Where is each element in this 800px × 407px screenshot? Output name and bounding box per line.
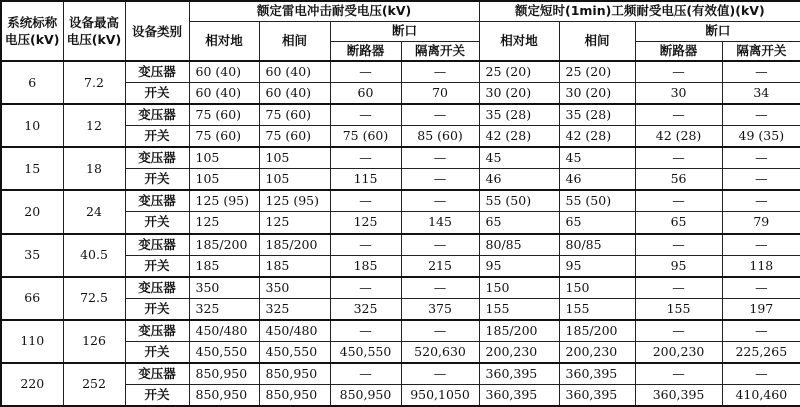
voltage-value-cell: 325: [330, 298, 401, 320]
voltage-value-cell: 75 (60): [330, 126, 401, 148]
voltage-value-cell: 65: [479, 212, 559, 234]
equipment-type-cell: 变压器: [125, 61, 189, 83]
voltage-value-cell: 185: [330, 255, 401, 277]
max-voltage-cell: 72.5: [63, 277, 125, 320]
voltage-value-cell: 49 (35): [722, 126, 800, 148]
table-row: [1, 363, 800, 385]
li-circuit-breaker-header: 断路器: [330, 41, 401, 61]
equipment-type-cell: 开关: [125, 298, 189, 320]
voltage-value-cell: 105: [259, 147, 330, 169]
voltage-value-cell: —: [401, 234, 479, 256]
voltage-value-cell: 75 (60): [259, 104, 330, 126]
voltage-value-cell: 105: [259, 169, 330, 191]
voltage-value-cell: —: [401, 104, 479, 126]
li-break-header: 断口: [330, 21, 479, 41]
voltage-value-cell: —: [401, 320, 479, 342]
voltage-value-cell: —: [330, 190, 401, 212]
table-row: [1, 147, 800, 169]
voltage-value-cell: 105: [189, 169, 259, 191]
voltage-value-cell: 60 (40): [189, 61, 259, 83]
voltage-value-cell: 520,630: [401, 341, 479, 363]
voltage-value-cell: 200,230: [479, 341, 559, 363]
equipment-type-cell: 开关: [125, 255, 189, 277]
voltage-value-cell: 360,395: [559, 384, 635, 406]
max-voltage-header: 设备最高电压(kV): [63, 1, 125, 61]
voltage-value-cell: —: [401, 147, 479, 169]
table-row: [1, 320, 800, 342]
equipment-type-cell: 开关: [125, 212, 189, 234]
lightning-impulse-header: 额定雷电冲击耐受电压(kV): [189, 1, 479, 21]
pf-disconnector-header: 隔离开关: [722, 41, 800, 61]
nominal-voltage-cell: 10: [1, 104, 63, 147]
voltage-value-cell: 25 (20): [559, 61, 635, 83]
voltage-value-cell: —: [722, 277, 800, 299]
table-row: [1, 104, 800, 126]
voltage-value-cell: 950,1050: [401, 384, 479, 406]
voltage-value-cell: 185: [259, 255, 330, 277]
max-voltage-cell: 40.5: [63, 234, 125, 277]
voltage-value-cell: 80/85: [559, 234, 635, 256]
power-frequency-header: 额定短时(1min)工频耐受电压(有效值)(kV): [479, 1, 800, 21]
voltage-value-cell: 60 (40): [259, 83, 330, 105]
voltage-value-cell: 55 (50): [479, 190, 559, 212]
voltage-value-cell: —: [635, 363, 722, 385]
voltage-value-cell: 118: [722, 255, 800, 277]
max-voltage-cell: 252: [63, 363, 125, 406]
table-row: [1, 190, 800, 212]
nominal-voltage-cell: 220: [1, 363, 63, 406]
equipment-type-cell: 变压器: [125, 147, 189, 169]
equipment-type-cell: 开关: [125, 83, 189, 105]
voltage-value-cell: 185/200: [479, 320, 559, 342]
voltage-value-cell: 450/480: [259, 320, 330, 342]
voltage-value-cell: —: [722, 147, 800, 169]
voltage-value-cell: 185/200: [189, 234, 259, 256]
voltage-value-cell: 30 (20): [479, 83, 559, 105]
voltage-value-cell: 85 (60): [401, 126, 479, 148]
max-voltage-cell: 18: [63, 147, 125, 190]
max-voltage-cell: 24: [63, 190, 125, 233]
voltage-value-cell: 60: [330, 83, 401, 105]
pf-circuit-breaker-header: 断路器: [635, 41, 722, 61]
voltage-value-cell: 30: [635, 83, 722, 105]
nominal-voltage-cell: 6: [1, 61, 63, 104]
max-voltage-cell: 126: [63, 320, 125, 363]
voltage-value-cell: 70: [401, 83, 479, 105]
voltage-value-cell: 115: [330, 169, 401, 191]
voltage-value-cell: 850,950: [189, 384, 259, 406]
nominal-voltage-cell: 20: [1, 190, 63, 233]
voltage-value-cell: —: [722, 363, 800, 385]
table-row: [1, 234, 800, 256]
voltage-value-cell: 185/200: [559, 320, 635, 342]
equipment-type-cell: 开关: [125, 384, 189, 406]
voltage-value-cell: 80/85: [479, 234, 559, 256]
voltage-value-cell: 185: [189, 255, 259, 277]
nominal-voltage-cell: 110: [1, 320, 63, 363]
voltage-value-cell: 225,265: [722, 341, 800, 363]
voltage-value-cell: 34: [722, 83, 800, 105]
equipment-type-cell: 变压器: [125, 104, 189, 126]
li-disconnector-header: 隔离开关: [401, 41, 479, 61]
nominal-voltage-cell: 15: [1, 147, 63, 190]
voltage-value-cell: 95: [479, 255, 559, 277]
equipment-type-cell: 变压器: [125, 277, 189, 299]
voltage-value-cell: 350: [259, 277, 330, 299]
voltage-value-cell: 360,395: [479, 363, 559, 385]
voltage-value-cell: 79: [722, 212, 800, 234]
equipment-type-cell: 变压器: [125, 363, 189, 385]
voltage-value-cell: —: [401, 363, 479, 385]
max-voltage-cell: 12: [63, 104, 125, 147]
equipment-type-cell: 变压器: [125, 320, 189, 342]
voltage-value-cell: —: [635, 147, 722, 169]
max-voltage-cell: 7.2: [63, 61, 125, 104]
voltage-value-cell: 125: [330, 212, 401, 234]
voltage-value-cell: 46: [479, 169, 559, 191]
voltage-value-cell: 850,950: [259, 363, 330, 385]
voltage-value-cell: 75 (60): [259, 126, 330, 148]
voltage-value-cell: 75 (60): [189, 104, 259, 126]
equipment-type-cell: 变压器: [125, 190, 189, 212]
voltage-value-cell: 75 (60): [189, 126, 259, 148]
voltage-value-cell: 42 (28): [635, 126, 722, 148]
voltage-value-cell: 200,230: [635, 341, 722, 363]
voltage-value-cell: 45: [559, 147, 635, 169]
voltage-value-cell: 105: [189, 147, 259, 169]
voltage-value-cell: 155: [479, 298, 559, 320]
li-phase-to-earth-header: 相对地: [189, 21, 259, 61]
nominal-voltage-cell: 35: [1, 234, 63, 277]
voltage-value-cell: 197: [722, 298, 800, 320]
voltage-value-cell: —: [635, 234, 722, 256]
pf-break-header: 断口: [635, 21, 800, 41]
voltage-value-cell: —: [401, 190, 479, 212]
voltage-value-cell: —: [401, 169, 479, 191]
pf-phase-to-phase-header: 相间: [559, 21, 635, 61]
voltage-value-cell: —: [401, 61, 479, 83]
voltage-value-cell: —: [635, 104, 722, 126]
voltage-value-cell: 125: [259, 212, 330, 234]
voltage-value-cell: —: [330, 234, 401, 256]
nominal-voltage-header: 系统标称电压(kV): [1, 1, 63, 61]
voltage-value-cell: 325: [259, 298, 330, 320]
voltage-value-cell: 25 (20): [479, 61, 559, 83]
voltage-value-cell: 145: [401, 212, 479, 234]
voltage-value-cell: 215: [401, 255, 479, 277]
voltage-value-cell: 360,395: [479, 384, 559, 406]
voltage-value-cell: —: [330, 363, 401, 385]
li-phase-to-phase-header: 相间: [259, 21, 330, 61]
voltage-value-cell: 450,550: [330, 341, 401, 363]
voltage-value-cell: 185/200: [259, 234, 330, 256]
equipment-type-cell: 变压器: [125, 234, 189, 256]
nominal-voltage-cell: 66: [1, 277, 63, 320]
voltage-value-cell: 35 (28): [479, 104, 559, 126]
equipment-type-cell: 开关: [125, 169, 189, 191]
pf-phase-to-earth-header: 相对地: [479, 21, 559, 61]
voltage-value-cell: —: [635, 190, 722, 212]
voltage-value-cell: 410,460: [722, 384, 800, 406]
voltage-value-cell: 46: [559, 169, 635, 191]
voltage-value-cell: 375: [401, 298, 479, 320]
voltage-value-cell: 150: [559, 277, 635, 299]
voltage-value-cell: —: [635, 61, 722, 83]
voltage-value-cell: 125: [189, 212, 259, 234]
voltage-value-cell: 850,950: [259, 384, 330, 406]
voltage-value-cell: —: [330, 61, 401, 83]
voltage-value-cell: —: [635, 277, 722, 299]
voltage-value-cell: 155: [559, 298, 635, 320]
voltage-value-cell: 450/480: [189, 320, 259, 342]
table-row: [1, 61, 800, 83]
voltage-value-cell: —: [330, 277, 401, 299]
equipment-type-cell: 开关: [125, 126, 189, 148]
voltage-value-cell: 350: [189, 277, 259, 299]
table-header: [1, 1, 800, 61]
voltage-value-cell: —: [722, 104, 800, 126]
table-body: [1, 61, 800, 406]
voltage-value-cell: 95: [559, 255, 635, 277]
voltage-value-cell: 55 (50): [559, 190, 635, 212]
voltage-value-cell: —: [722, 169, 800, 191]
voltage-value-cell: —: [401, 277, 479, 299]
voltage-value-cell: —: [722, 234, 800, 256]
voltage-value-cell: —: [722, 190, 800, 212]
voltage-value-cell: 42 (28): [479, 126, 559, 148]
equipment-type-header: 设备类别: [125, 1, 189, 61]
voltage-value-cell: 200,230: [559, 341, 635, 363]
voltage-value-cell: —: [330, 104, 401, 126]
voltage-value-cell: 850,950: [330, 384, 401, 406]
voltage-value-cell: 360,395: [635, 384, 722, 406]
voltage-value-cell: 125 (95): [259, 190, 330, 212]
voltage-value-cell: —: [722, 320, 800, 342]
voltage-value-cell: 60 (40): [259, 61, 330, 83]
voltage-value-cell: 155: [635, 298, 722, 320]
table-row: [1, 277, 800, 299]
voltage-value-cell: 30 (20): [559, 83, 635, 105]
voltage-value-cell: 125 (95): [189, 190, 259, 212]
voltage-value-cell: 45: [479, 147, 559, 169]
voltage-value-cell: —: [722, 61, 800, 83]
voltage-value-cell: 56: [635, 169, 722, 191]
voltage-value-cell: —: [330, 320, 401, 342]
voltage-value-cell: 35 (28): [559, 104, 635, 126]
voltage-value-cell: 42 (28): [559, 126, 635, 148]
voltage-value-cell: 325: [189, 298, 259, 320]
voltage-value-cell: 850,950: [189, 363, 259, 385]
voltage-value-cell: 65: [559, 212, 635, 234]
equipment-type-cell: 开关: [125, 341, 189, 363]
voltage-value-cell: —: [330, 147, 401, 169]
voltage-value-cell: 450,550: [259, 341, 330, 363]
voltage-value-cell: —: [635, 320, 722, 342]
voltage-value-cell: 65: [635, 212, 722, 234]
voltage-value-cell: 95: [635, 255, 722, 277]
voltage-value-cell: 450,550: [189, 341, 259, 363]
voltage-value-cell: 150: [479, 277, 559, 299]
voltage-value-cell: 360,395: [559, 363, 635, 385]
voltage-value-cell: 60 (40): [189, 83, 259, 105]
